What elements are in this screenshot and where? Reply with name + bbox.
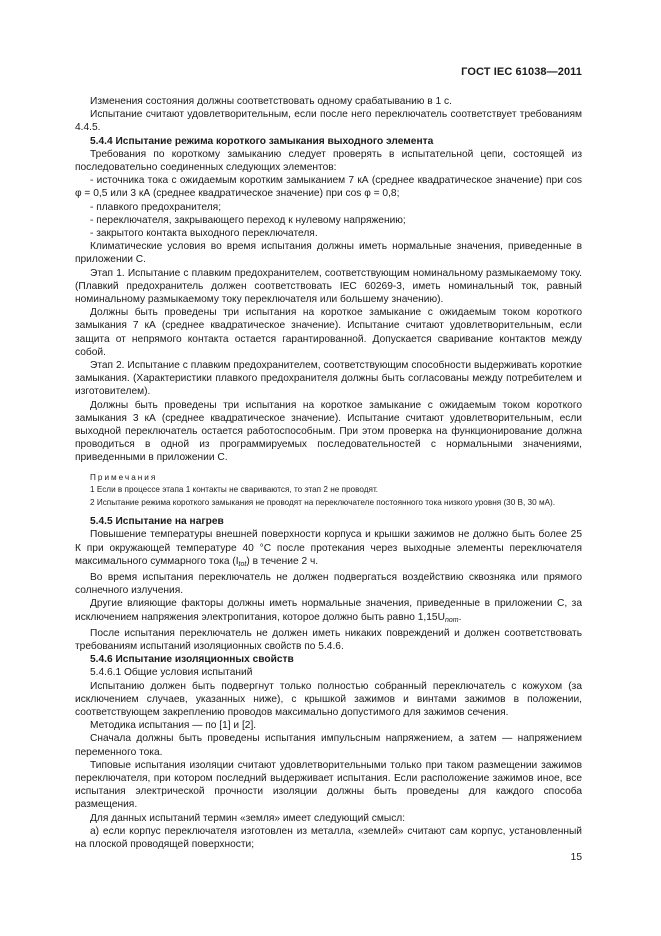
paragraph	[75, 597, 582, 626]
notes-title: Примечания	[90, 472, 158, 482]
paragraph: Испытание считают удовлетворительным, если после него переключатель соответствует требованиям 4.4.5.	[75, 109, 582, 134]
paragraph: Типовые испытания изоляции считают удовлетворительными только при таком размещении зажимов переключателя, при котором последний выдерживает испытания. Если расположение зажимов иное, все испытания электрической прочности изоляции должны быть проведены для каждого способа размещения.	[75, 759, 582, 811]
paragraph	[75, 528, 582, 571]
subscript: nom	[444, 616, 459, 624]
paragraph: Требования по короткому замыканию следует проверять в испытательной цепи, состоящей из последовательно соединенных следующих элементов:	[75, 148, 582, 174]
section-heading-5-4-4: 5.4.4 Испытание режима короткого замыкания выходного элемента	[90, 135, 434, 147]
paragraph: Этап 1. Испытание с плавким предохранителем, соответствующим номинальному размыкаемому току. (Плавкий предохранитель должен соответствовать IEC 60269-3, иметь номинальный ток, равный номинальному размыкаемому току переключателя или большему значению).	[75, 267, 582, 306]
paragraph: Во время испытания переключатель не должен подвергаться воздействию сквозняка или прямого солнечного излучения.	[75, 572, 582, 597]
paragraph: Методика испытания — по [1] и [2].	[90, 720, 257, 732]
list-item: - плавкого предохранителя;	[90, 201, 222, 213]
paragraph: а) если корпус переключателя изготовлен из металла, «землей» считают сам корпус, установленный на плоской проводящей поверхности;	[75, 825, 582, 851]
page-header-standard-number: ГОСТ IEC 61038—2011	[461, 66, 582, 78]
paragraph: Должны быть проведены три испытания на короткое замыкание с ожидаемым током короткого замыкания 7 кА (среднее квадратическое значение). Испытание считают удовлетворительным, если защита от непрямого контакта остается гарантированной. Допускается сваривание контактов между собой.	[75, 307, 582, 358]
paragraph: Должны быть проведены три испытания на короткое замыкание с ожидаемым током короткого замыкания 3 кА (среднее квадратическое значение). Испытание считают удовлетворительным, если выходной переключатель остается работоспособным. При этом проверка на функционирование должна проводиться в одной из программируемых последовательностей с нормальными значениями, приведенными в приложении С.	[75, 399, 582, 464]
paragraph: Сначала должны быть проведены испытания импульсным напряжением, а затем — напряжением переменного тока.	[75, 733, 582, 758]
list-item: - закрытого контакта выходного переключателя.	[90, 228, 318, 240]
paragraph: Испытанию должен быть подвергнут только полностью собранный переключатель с кожухом (за исключением случаев, указанных ниже), с крышкой зажимов и винтами зажимов в положении, соответствующем закреплению проводов максимально допустимого для зажимов сечения.	[75, 680, 582, 719]
text-run: Повышение температуры внешней поверхности корпуса и крышки зажимов не должно быть более 25 К при окружающей температуре 40 °С после протекания через выходные элементы переключателя максимального суммарного тока (I	[75, 529, 582, 567]
text-run: .	[458, 611, 462, 623]
list-item: - переключателя, закрывающего переход к нулевому напряжению;	[90, 214, 406, 226]
subscript: tot	[238, 560, 247, 568]
paragraph: После испытания переключатель не должен иметь никаких повреждений и должен соответствовать требованиям испытаний изоляционных свойств по 5.4.6.	[75, 627, 582, 653]
page-number: 15	[570, 852, 582, 863]
list-item: - источника тока с ожидаемым коротким замыканием 7 кА (среднее квадратическое значение) при cos φ = 0,5 или 3 кА (среднее квадратическое значение) при cos φ = 0,8;	[75, 175, 582, 200]
note-item: 2 Испытание режима короткого замыкания не проводят на переключателе постоянного тока низкого уровня (30 В, 30 мА).	[90, 497, 556, 507]
note-item: 1 Если в процессе этапа 1 контакты не свариваются, то этап 2 не проводят.	[90, 485, 379, 495]
paragraph: Климатические условия во время испытания должны иметь нормальные значения, приведенные в приложении С.	[75, 241, 582, 266]
subsection-heading-5-4-6-1: 5.4.6.1 Общие условия испытаний	[90, 667, 253, 679]
page-body	[75, 95, 582, 851]
section-heading-5-4-5: 5.4.5 Испытание на нагрев	[90, 516, 224, 528]
text-run: ) в течение 2 ч.	[246, 555, 319, 567]
paragraph: Для данных испытаний термин «земля» имеет следующий смысл:	[90, 812, 406, 824]
paragraph: Этап 2. Испытание с плавким предохранителем, соответствующим способности выдерживать короткие замыкания. (Характеристики плавкого предохранителя должны быть согласованы между потребителем и изготовителем).	[75, 360, 582, 398]
text-run: Другие влияющие факторы должны иметь нормальные значения, приведенные в приложении С, за исключением напряжения электропитания, которое должно быть равно 1,15U	[75, 598, 582, 623]
paragraph: Изменения состояния должны соответствовать одному срабатыванию в 1 с.	[90, 96, 452, 107]
section-heading-5-4-6: 5.4.6 Испытание изоляционных свойств	[90, 654, 294, 666]
